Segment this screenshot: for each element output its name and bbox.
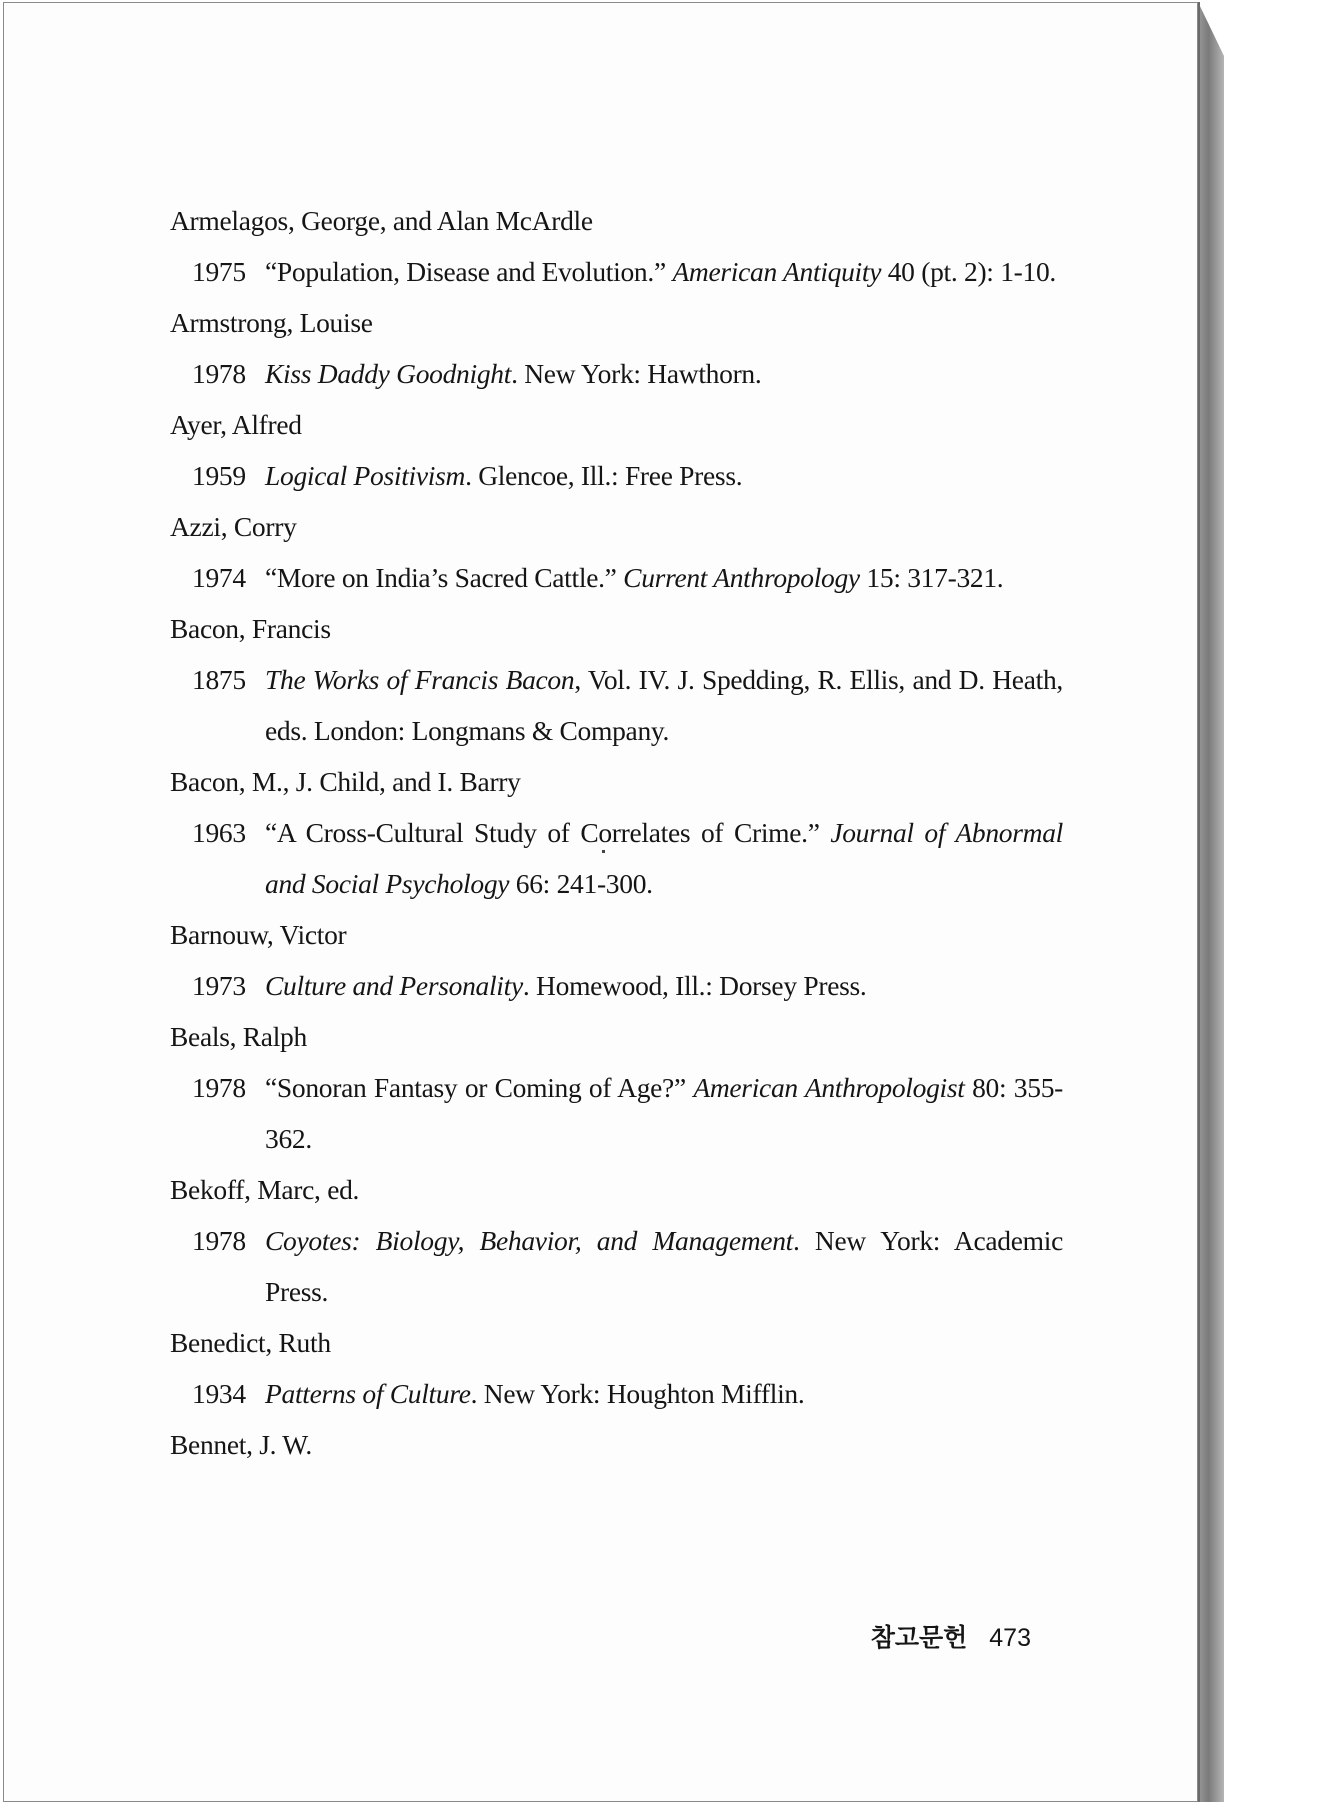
citation-post-text: 66: 241-300. [509, 868, 653, 899]
citation-title: American Anthropologist [693, 1072, 965, 1103]
entry-reference [170, 654, 1063, 756]
entry-author: Bennet, J. W. [170, 1429, 313, 1460]
entry-author: Beals, Ralph [170, 1021, 307, 1052]
entry-year: 1963 [192, 817, 246, 848]
citation-post-text: 40 (pt. 2): 1-10. [881, 256, 1057, 287]
page-edge-shadow [1198, 2, 1224, 1802]
entry-reference [170, 807, 1063, 909]
citation-title: Patterns of Culture [265, 1378, 471, 1409]
entry-citation [265, 348, 1063, 399]
citation-pre-text: “Sonoran Fantasy or Coming of Age?” [265, 1072, 694, 1103]
entry-author: Armstrong, Louise [170, 307, 373, 338]
citation-title: Culture and Personality [265, 970, 523, 1001]
bibliography-entry [170, 1164, 1063, 1317]
citation-post-text: 80: 355-362. [265, 1072, 1063, 1154]
entry-year: 1974 [192, 562, 246, 593]
bibliography-entry [170, 909, 1063, 1011]
entry-author: Azzi, Corry [170, 511, 297, 542]
bibliography-entry [170, 1419, 1063, 1470]
entry-year: 1978 [192, 1225, 246, 1256]
entry-citation [265, 960, 1063, 1011]
citation-post-text: 15: 317-321. [859, 562, 1004, 593]
citation-title: Logical Positivism [265, 460, 466, 491]
entry-reference [170, 1368, 1063, 1419]
citation-post-text: . New York: Academic Press. [265, 1225, 1063, 1307]
section-label: 참고문헌 [870, 1623, 968, 1652]
entry-year: 1978 [192, 358, 246, 389]
bibliography-entry [170, 603, 1063, 756]
bibliography-entry [170, 399, 1063, 501]
citation-title: Journal of Abnormal and Social Psychology [265, 817, 1063, 899]
entry-reference [170, 450, 1063, 501]
citation-title: Coyotes: Biology, Behavior, and Management [265, 1225, 793, 1256]
entry-reference [170, 246, 1063, 297]
entry-reference [170, 1215, 1063, 1317]
entry-reference [170, 348, 1063, 399]
entry-year: 1934 [192, 1378, 246, 1409]
entry-author: Barnouw, Victor [170, 919, 347, 950]
entry-year: 1978 [192, 1072, 246, 1103]
citation-pre-text: “Population, Disease and Evolution.” [265, 256, 673, 287]
page-footer [871, 1618, 1031, 1654]
entry-citation [265, 450, 1063, 501]
entry-author: Bekoff, Marc, ed. [170, 1174, 360, 1205]
citation-post-text: , Vol. IV. J. Spedding, R. Ellis, and D. Heath, eds. London: Longmans & Company. [265, 664, 1063, 746]
entry-reference [170, 1062, 1063, 1164]
entry-year: 1959 [192, 460, 246, 491]
citation-pre-text: “A Cross-Cultural Study of Correlates of Crime.” [265, 817, 831, 848]
bibliography-entry [170, 195, 1063, 297]
bibliography-entry [170, 756, 1063, 909]
bibliography-entry [170, 501, 1063, 603]
entry-year: 1975 [192, 256, 246, 287]
citation-post-text: . Glencoe, Ill.: Free Press. [465, 460, 743, 491]
citation-title: The Works of Francis Bacon [265, 664, 575, 695]
entry-year: 1973 [192, 970, 246, 1001]
bibliography-entry [170, 297, 1063, 399]
entry-citation [265, 807, 1063, 909]
page-number: 473 [989, 1624, 1031, 1652]
entry-citation [265, 552, 1063, 603]
entry-citation [265, 654, 1063, 756]
entry-author: Bacon, Francis [170, 613, 331, 644]
citation-title: American Antiquity [672, 256, 882, 287]
page-edge-line [1198, 2, 1200, 1802]
bibliography-entry [170, 1317, 1063, 1419]
citation-post-text: . Homewood, Ill.: Dorsey Press. [522, 970, 867, 1001]
citation-post-text: . New York: Houghton Mifflin. [470, 1378, 805, 1409]
entry-author: Benedict, Ruth [170, 1327, 331, 1358]
entry-author: Ayer, Alfred [170, 409, 302, 440]
entry-year: 1875 [192, 664, 246, 695]
entry-citation [265, 1368, 1063, 1419]
entry-citation [265, 1215, 1063, 1317]
entry-reference [170, 960, 1063, 1011]
citation-title: Kiss Daddy Goodnight [265, 358, 512, 389]
citation-post-text: . New York: Hawthorn. [511, 358, 762, 389]
entry-author: Armelagos, George, and Alan McArdle [170, 205, 593, 236]
citation-title: Current Anthropology [623, 562, 860, 593]
citation-pre-text: “More on India’s Sacred Cattle.” [265, 562, 624, 593]
bibliography-entry [170, 1011, 1063, 1164]
entry-reference [170, 552, 1063, 603]
entry-author: Bacon, M., J. Child, and I. Barry [170, 766, 521, 797]
bibliography-list [170, 195, 1063, 1470]
entry-citation [265, 1062, 1063, 1164]
entry-citation [265, 246, 1063, 297]
